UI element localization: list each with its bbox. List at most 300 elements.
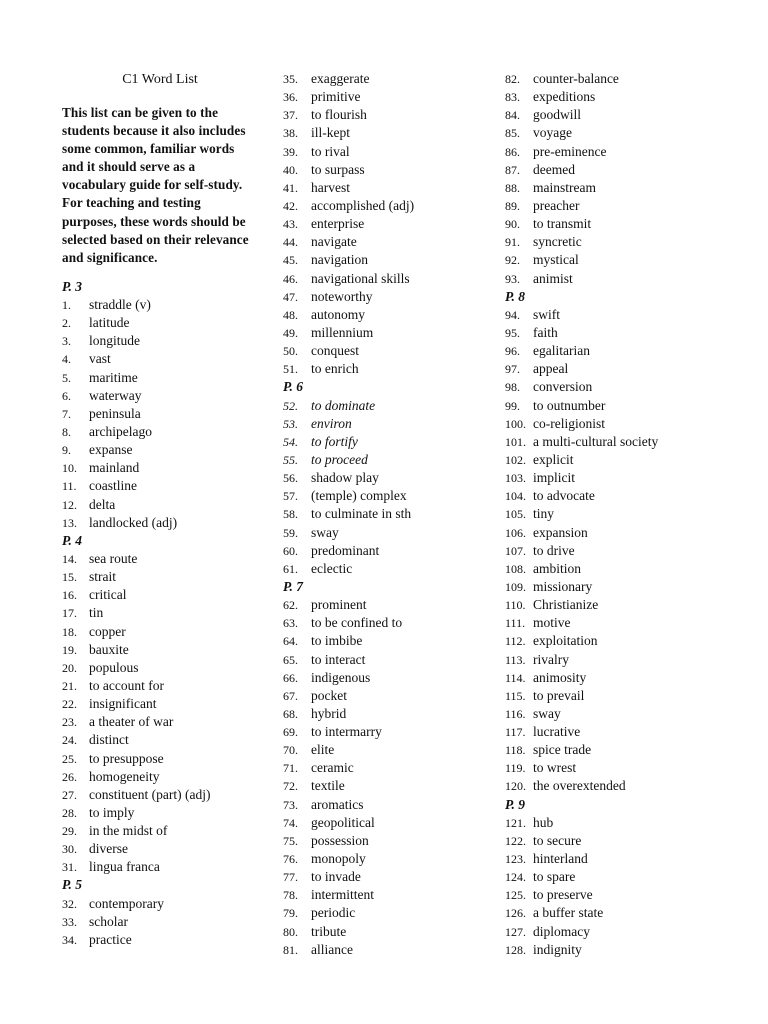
word-list-item — [505, 832, 755, 850]
item-word: noteworthy — [311, 288, 373, 304]
item-word: tiny — [533, 506, 555, 522]
item-number: 88. — [505, 180, 520, 195]
item-word: exaggerate — [311, 71, 370, 86]
word-list-item — [505, 759, 755, 777]
word-list-item — [62, 858, 258, 876]
item-number: 55. — [283, 452, 298, 467]
word-list-item — [62, 804, 258, 822]
word-list-item — [62, 496, 258, 514]
item-number: 96. — [505, 344, 520, 359]
item-number: 28. — [62, 805, 77, 820]
item-word: to wrest — [533, 760, 577, 776]
item-word: lucrative — [533, 724, 581, 740]
word-list-item — [283, 524, 488, 542]
word-list-item — [505, 161, 755, 179]
item-number: 122. — [505, 833, 526, 848]
item-word: explicit — [533, 451, 574, 467]
word-list-item — [505, 705, 755, 723]
item-number: 46. — [283, 271, 298, 286]
section-header-label: P. 4 — [62, 532, 83, 548]
item-word: latitude — [89, 315, 130, 331]
word-list-item — [505, 342, 755, 360]
word-list-item — [62, 895, 258, 913]
item-number: 92. — [505, 253, 520, 268]
item-number: 65. — [283, 652, 298, 667]
item-number: 56. — [283, 471, 298, 486]
item-number: 20. — [62, 660, 77, 675]
item-number: 104. — [505, 489, 526, 504]
item-number: 3. — [62, 334, 71, 349]
word-list-item — [283, 505, 488, 523]
item-word: mainstream — [533, 179, 596, 195]
item-word: possession — [311, 832, 369, 848]
word-list-item — [283, 741, 488, 759]
item-word: to proceed — [311, 451, 368, 467]
item-word: waterway — [89, 387, 142, 403]
item-number: 111. — [505, 616, 526, 631]
item-word: preacher — [533, 197, 580, 213]
item-word: primitive — [311, 89, 361, 105]
word-list-item — [62, 350, 258, 368]
item-number: 95. — [505, 325, 520, 340]
item-word: conquest — [311, 343, 359, 359]
word-list-item — [505, 197, 755, 215]
item-number: 120. — [505, 779, 526, 794]
item-word: prominent — [311, 597, 367, 613]
item-word: intermittent — [311, 887, 374, 903]
item-number: 1. — [62, 297, 71, 312]
word-list-item — [283, 886, 488, 904]
item-number: 9. — [62, 443, 71, 458]
item-word: to intermarry — [311, 724, 382, 740]
section-header — [505, 796, 755, 814]
item-word: millennium — [311, 324, 374, 340]
item-number: 124. — [505, 870, 526, 885]
item-word: rivalry — [533, 651, 569, 667]
item-word: to transmit — [533, 216, 592, 232]
item-number: 126. — [505, 906, 526, 921]
item-number: 25. — [62, 751, 77, 766]
word-list-item — [283, 669, 488, 687]
item-word: delta — [89, 496, 116, 512]
word-list-item — [283, 596, 488, 614]
word-list-item — [505, 397, 755, 415]
item-word: to account for — [89, 677, 164, 693]
item-number: 6. — [62, 388, 71, 403]
section-header — [62, 278, 258, 296]
item-number: 107. — [505, 543, 526, 558]
item-word: to be confined to — [311, 615, 403, 631]
word-list-item — [283, 868, 488, 886]
item-word: motive — [533, 615, 571, 631]
word-list-item — [62, 423, 258, 441]
item-word: navigational skills — [311, 270, 410, 286]
item-number: 62. — [283, 598, 298, 613]
item-word: enterprise — [311, 216, 365, 232]
word-list-item — [505, 433, 755, 451]
word-list-item — [505, 106, 755, 124]
item-word: archipelago — [89, 423, 152, 439]
item-number: 52. — [283, 398, 298, 413]
item-word: landlocked (adj) — [89, 514, 178, 530]
word-list-item — [505, 904, 755, 922]
item-number: 5. — [62, 370, 71, 385]
item-word: indigenous — [311, 669, 371, 685]
item-number: 90. — [505, 217, 520, 232]
word-list-item — [62, 913, 258, 931]
item-number: 91. — [505, 235, 520, 250]
item-word: expansion — [533, 524, 588, 540]
item-word: to dominate — [311, 397, 376, 413]
word-list-column-2 — [283, 70, 488, 959]
word-list-item — [505, 306, 755, 324]
column-1 — [62, 70, 258, 949]
word-list-column-3 — [505, 70, 755, 959]
item-number: 106. — [505, 525, 526, 540]
item-number: 115. — [505, 688, 526, 703]
item-number: 83. — [505, 90, 520, 105]
word-list-item — [505, 850, 755, 868]
item-number: 61. — [283, 561, 298, 576]
word-list-item — [505, 179, 755, 197]
word-list-column-1 — [62, 278, 258, 949]
item-number: 75. — [283, 833, 298, 848]
item-word: expanse — [89, 442, 133, 458]
word-list-item — [62, 623, 258, 641]
item-number: 128. — [505, 942, 526, 957]
item-word: lingua franca — [89, 859, 160, 875]
item-word: to drive — [533, 542, 575, 558]
section-header — [283, 578, 488, 596]
item-number: 117. — [505, 725, 526, 740]
item-number: 100. — [505, 416, 526, 431]
item-word: pre-eminence — [533, 143, 607, 159]
word-list-item — [505, 578, 755, 596]
item-word: ill-kept — [311, 125, 350, 141]
word-list-item — [62, 659, 258, 677]
item-number: 18. — [62, 624, 77, 639]
item-number: 119. — [505, 761, 526, 776]
word-list-item — [505, 777, 755, 795]
section-header — [62, 532, 258, 550]
item-number: 64. — [283, 634, 298, 649]
item-word: missionary — [533, 578, 593, 594]
word-list-item — [283, 687, 488, 705]
word-list-item — [505, 251, 755, 269]
item-word: pocket — [311, 687, 347, 703]
word-list-item — [283, 288, 488, 306]
item-number: 79. — [283, 906, 298, 921]
word-list-item — [505, 524, 755, 542]
item-number: 73. — [283, 797, 298, 812]
word-list-item — [283, 397, 488, 415]
word-list-item — [283, 705, 488, 723]
word-list-item — [505, 270, 755, 288]
item-word: spice trade — [533, 742, 592, 758]
item-number: 99. — [505, 398, 520, 413]
word-list-item — [62, 713, 258, 731]
item-word: indignity — [533, 941, 582, 957]
item-word: faith — [533, 324, 558, 340]
item-word: hybrid — [311, 705, 347, 721]
word-list-item — [505, 596, 755, 614]
word-list-item — [283, 270, 488, 288]
item-number: 10. — [62, 461, 77, 476]
item-word: to invade — [311, 869, 361, 885]
item-word: straddle (v) — [89, 296, 151, 312]
item-word: diplomacy — [533, 923, 590, 939]
item-word: longitude — [89, 333, 140, 349]
item-number: 109. — [505, 579, 526, 594]
item-number: 103. — [505, 471, 526, 486]
word-list-item — [283, 324, 488, 342]
item-number: 68. — [283, 706, 298, 721]
word-list-item — [62, 369, 258, 387]
item-word: ceramic — [311, 760, 354, 776]
word-list-item — [505, 70, 755, 88]
item-number: 81. — [283, 942, 298, 957]
word-list-item — [283, 360, 488, 378]
item-number: 35. — [283, 72, 298, 86]
column-3 — [505, 70, 755, 959]
word-list-item — [62, 822, 258, 840]
item-number: 101. — [505, 434, 526, 449]
word-list-item — [62, 641, 258, 659]
item-number: 43. — [283, 217, 298, 232]
item-word: shadow play — [311, 470, 379, 486]
item-word: to imply — [89, 804, 135, 820]
item-word: the overextended — [533, 778, 626, 794]
item-number: 127. — [505, 924, 526, 939]
word-list-item — [505, 143, 755, 161]
item-word: swift — [533, 306, 560, 322]
section-header — [505, 288, 755, 306]
item-word: coastline — [89, 478, 137, 494]
word-list-item — [62, 586, 258, 604]
item-word: animist — [533, 270, 573, 286]
word-list-item — [283, 161, 488, 179]
word-list-item — [62, 695, 258, 713]
item-number: 16. — [62, 588, 77, 603]
item-word: scholar — [89, 913, 128, 929]
word-list-item — [505, 378, 755, 396]
item-number: 77. — [283, 870, 298, 885]
word-list-item — [283, 814, 488, 832]
item-word: Christianize — [533, 597, 599, 613]
item-number: 108. — [505, 561, 526, 576]
word-list-item — [505, 814, 755, 832]
page-title: C1 Word List — [122, 72, 198, 87]
item-number: 93. — [505, 271, 520, 286]
word-list-item — [283, 143, 488, 161]
item-word: to fortify — [311, 433, 358, 449]
item-word: periodic — [311, 905, 356, 921]
item-word: exploitation — [533, 633, 598, 649]
item-number: 33. — [62, 914, 77, 929]
word-list-item — [283, 233, 488, 251]
item-number: 97. — [505, 362, 520, 377]
word-list-item — [62, 332, 258, 350]
item-word: to enrich — [311, 361, 359, 377]
word-list-item — [283, 251, 488, 269]
item-number: 85. — [505, 126, 520, 141]
item-word: distinct — [89, 732, 129, 748]
item-number: 26. — [62, 769, 77, 784]
word-list-item — [283, 469, 488, 487]
item-word: implicit — [533, 470, 575, 486]
item-number: 24. — [62, 733, 77, 748]
item-word: animosity — [533, 669, 587, 685]
item-number: 113. — [505, 652, 526, 667]
item-word: homogeneity — [89, 768, 160, 784]
item-number: 105. — [505, 507, 526, 522]
item-word: to presuppose — [89, 750, 164, 766]
item-number: 87. — [505, 162, 520, 177]
item-number: 44. — [283, 235, 298, 250]
word-list-item — [283, 759, 488, 777]
item-word: to culminate in sth — [311, 506, 412, 522]
item-number: 125. — [505, 888, 526, 903]
item-word: to rival — [311, 143, 350, 159]
item-word: deemed — [533, 161, 575, 177]
word-list-item — [505, 487, 755, 505]
item-word: to spare — [533, 869, 576, 885]
word-list-item — [283, 433, 488, 451]
item-number: 15. — [62, 570, 77, 585]
word-list-item — [283, 777, 488, 795]
word-list-item — [283, 542, 488, 560]
item-word: counter-balance — [533, 71, 619, 86]
word-list-item — [505, 632, 755, 650]
word-list-item — [62, 604, 258, 622]
section-header — [283, 378, 488, 396]
section-header-label: P. 3 — [62, 278, 83, 294]
item-word: alliance — [311, 941, 353, 957]
item-number: 45. — [283, 253, 298, 268]
word-list-item — [62, 568, 258, 586]
word-list-item — [62, 477, 258, 495]
section-header-label: P. 7 — [283, 578, 304, 594]
item-number: 21. — [62, 678, 77, 693]
word-list-item — [283, 904, 488, 922]
item-word: bauxite — [89, 641, 129, 657]
item-number: 47. — [283, 289, 298, 304]
item-number: 66. — [283, 670, 298, 685]
item-number: 70. — [283, 743, 298, 758]
word-list-item — [505, 415, 755, 433]
intro-paragraph: This list can be given to the students because it also includes some common, familiar words and it should serve as a vocabulary guide for self-study. For teaching and testing purposes, these words should be selected based on their relevance and significance. — [62, 105, 249, 265]
word-list-item — [505, 451, 755, 469]
item-number: 22. — [62, 697, 77, 712]
item-number: 63. — [283, 616, 298, 631]
item-number: 112. — [505, 634, 526, 649]
item-number: 40. — [283, 162, 298, 177]
item-number: 116. — [505, 706, 526, 721]
word-list-item — [62, 514, 258, 532]
word-list-item — [283, 632, 488, 650]
item-number: 12. — [62, 497, 77, 512]
item-word: mainland — [89, 460, 140, 476]
word-list-item — [62, 840, 258, 858]
item-word: sway — [533, 705, 561, 721]
item-number: 11. — [62, 479, 77, 494]
item-number: 58. — [283, 507, 298, 522]
item-word: predominant — [311, 542, 380, 558]
item-word: critical — [89, 587, 127, 603]
word-list-item — [283, 88, 488, 106]
item-word: geopolitical — [311, 814, 375, 830]
word-list-item — [283, 941, 488, 959]
word-list-item — [283, 124, 488, 142]
item-word: environ — [311, 415, 352, 431]
word-list-item — [62, 387, 258, 405]
item-number: 102. — [505, 452, 526, 467]
item-word: ambition — [533, 560, 581, 576]
item-number: 30. — [62, 842, 77, 857]
item-number: 121. — [505, 815, 526, 830]
item-number: 17. — [62, 606, 77, 621]
word-list-item — [283, 70, 488, 88]
item-word: to flourish — [311, 107, 367, 123]
item-number: 50. — [283, 344, 298, 359]
item-number: 41. — [283, 180, 298, 195]
item-number: 14. — [62, 551, 77, 566]
item-number: 19. — [62, 642, 77, 657]
word-list-item — [62, 296, 258, 314]
item-word: harvest — [311, 179, 350, 195]
item-word: diverse — [89, 841, 128, 857]
item-word: to interact — [311, 651, 366, 667]
word-list-item — [283, 197, 488, 215]
item-word: insignificant — [89, 696, 157, 712]
word-list-item — [62, 750, 258, 768]
item-number: 7. — [62, 406, 71, 421]
item-number: 71. — [283, 761, 298, 776]
section-header-label: P. 5 — [62, 877, 83, 893]
word-list-item — [505, 923, 755, 941]
item-number: 32. — [62, 896, 77, 911]
word-list-item — [62, 677, 258, 695]
item-word: expeditions — [533, 89, 596, 105]
column-2 — [283, 70, 488, 959]
item-number: 114. — [505, 670, 526, 685]
item-word: co-religionist — [533, 415, 605, 431]
item-word: a buffer state — [533, 905, 604, 921]
item-number: 38. — [283, 126, 298, 141]
item-word: textile — [311, 778, 345, 794]
item-number: 80. — [283, 924, 298, 939]
word-list-item — [505, 324, 755, 342]
item-number: 2. — [62, 316, 71, 331]
item-word: a multi-cultural society — [533, 433, 659, 449]
word-list-item — [505, 124, 755, 142]
item-word: to preserve — [533, 887, 593, 903]
item-number: 39. — [283, 144, 298, 159]
item-word: sway — [311, 524, 339, 540]
word-list-item — [505, 505, 755, 523]
item-word: copper — [89, 623, 126, 639]
word-list-item — [505, 669, 755, 687]
item-number: 76. — [283, 852, 298, 867]
item-word: a theater of war — [89, 714, 174, 730]
item-number: 98. — [505, 380, 520, 395]
item-number: 37. — [283, 108, 298, 123]
item-word: constituent (part) (adj) — [89, 786, 211, 802]
item-number: 51. — [283, 362, 298, 377]
word-list-item — [62, 314, 258, 332]
word-list-item — [505, 233, 755, 251]
item-word: sea route — [89, 550, 138, 566]
